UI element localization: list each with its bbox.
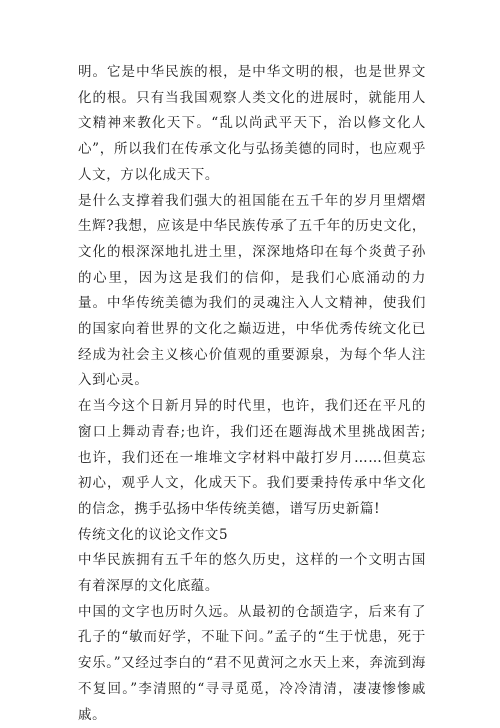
paragraph-what-supports-us: 是什么支撑着我们强大的祖国能在五千年的岁月里熠熠生辉?我想，应该是中华民族传承了五千年的历史文化，文化的根深深地扎进土里，深深地烙印在每个炎黄子孙的心里，因为这是我们的信仰，是我们心底涌动的力量。中华传统美德为我们的灵魂注入人文精神，使我们的国家向着世界的文化之巅迈进，中华优秀传统文化已经成为社会主义核心价值观的重要源泉，为每个华人注入到心灵。 — [78, 192, 426, 389]
section-heading: 传统文化的议论文作文5 — [78, 526, 229, 543]
paragraph-root-of-culture: 明。它是中华民族的根，是中华文明的根，也是世界文化的根。只有当我国观察人类文化的进展时，就能用人文精神来教化天下。“乱以尚武平天下，治以修文化人心”，所以我们在传承文化与弘扬美德的同时，也应观乎人文，方以化成天下。 — [78, 64, 426, 183]
paragraph-in-this-era: 在当今这个日新月异的时代里，也许，我们还在平凡的窗口上舞动青春;也许，我们还在题海战术里挑战困苦;也许，我们还在一堆堆文字材料中敲打岁月……但莫忘初心，观乎人文，化成天下。我们要秉持传承中华文化的信念，携手弘扬中华传统美德，谱写历史新篇! — [78, 398, 426, 517]
paragraph-five-thousand-years: 中华民族拥有五千年的悠久历史，这样的一个文明古国有着深厚的文化底蕴。 — [78, 552, 426, 595]
document-body — [78, 60, 426, 728]
paragraph-chinese-writing: 中国的文字也历时久远。从最初的仓颉造字，后来有了孔子的“敏而好学，不耻下问。”孟子的“生于忧患，死于安乐。”又经过李白的“君不见黄河之水天上来，奔流到海不复回。”李清照的“寻寻觅觅，冷冷清清，凄凄惨惨戚戚。 — [78, 603, 426, 723]
